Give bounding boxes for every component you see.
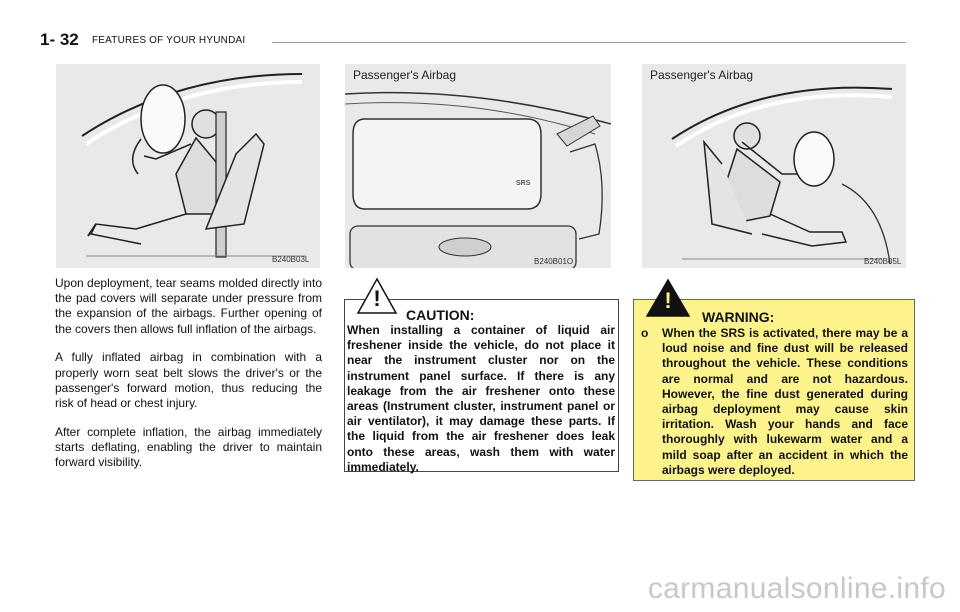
warning-icon (645, 278, 691, 318)
passenger-deploy-illustration (642, 64, 906, 268)
body-paragraph: After complete inflation, the airbag immediately starts deflating, enabling the driver to maintain forward visibility. (55, 424, 322, 470)
figure-passenger-airbag-deploy (642, 64, 906, 268)
dashboard-illustration (345, 64, 611, 268)
srs-badge: SRS (516, 180, 531, 187)
warning-title: WARNING: (702, 309, 775, 325)
section-title: FEATURES OF YOUR HYUNDAI (92, 35, 246, 46)
warning-icon-glyph: ! (664, 288, 672, 313)
body-paragraph: A fully inflated airbag in combination with a properly worn seat belt slows the driver's or the passenger's forward motion, thus reducing the risk of head or chest injury. (55, 350, 322, 410)
figure-code: B240B05L (864, 257, 902, 266)
figure-label: Passenger's Airbag (353, 68, 457, 82)
warning-bullet: o (641, 326, 649, 340)
body-paragraph: Upon deployment, tear seams molded directly into the pad covers will separate under pressure from the expansion of the airbags. Further opening of the covers then allows full inflation of the airbags. (55, 276, 322, 336)
caution-text: When installing a container of liquid air freshener inside the vehicle, do not place it near the instrument cluster nor on the instrument panel surface. If there is any leakage from the air freshener onto these areas (Instrument cluster, instrument panel or air ventilator), it may damage these parts. If the liquid from the air freshener does leak onto these areas, wash them with water immediately. (347, 323, 615, 474)
page-number: 1- 32 (40, 30, 79, 49)
header-rule (272, 42, 906, 43)
figure-code: B240B01O (534, 257, 574, 266)
body-text (55, 276, 322, 484)
warning-text: When the SRS is activated, there may be a loud noise and fine dust will be released throughout the vehicle. These conditions are normal and are not hazardous. However, the fine dust generated during airbag deployment may cause skin irritation. Wash your hands and face thoroughly with lukewarm water and a mild soap after an accident in which the airbags were deployed. (662, 326, 908, 477)
caution-icon (356, 277, 398, 315)
caution-title: CAUTION: (406, 307, 475, 323)
caution-icon-glyph: ! (373, 286, 381, 311)
figure-passenger-airbag-dash (345, 64, 611, 268)
watermark: carmanualsonline.info (647, 572, 946, 605)
driver-airbag-illustration (56, 64, 320, 268)
figure-driver-airbag (56, 64, 320, 268)
figure-code: B240B03L (272, 255, 310, 264)
figure-label: Passenger's Airbag (650, 68, 754, 82)
